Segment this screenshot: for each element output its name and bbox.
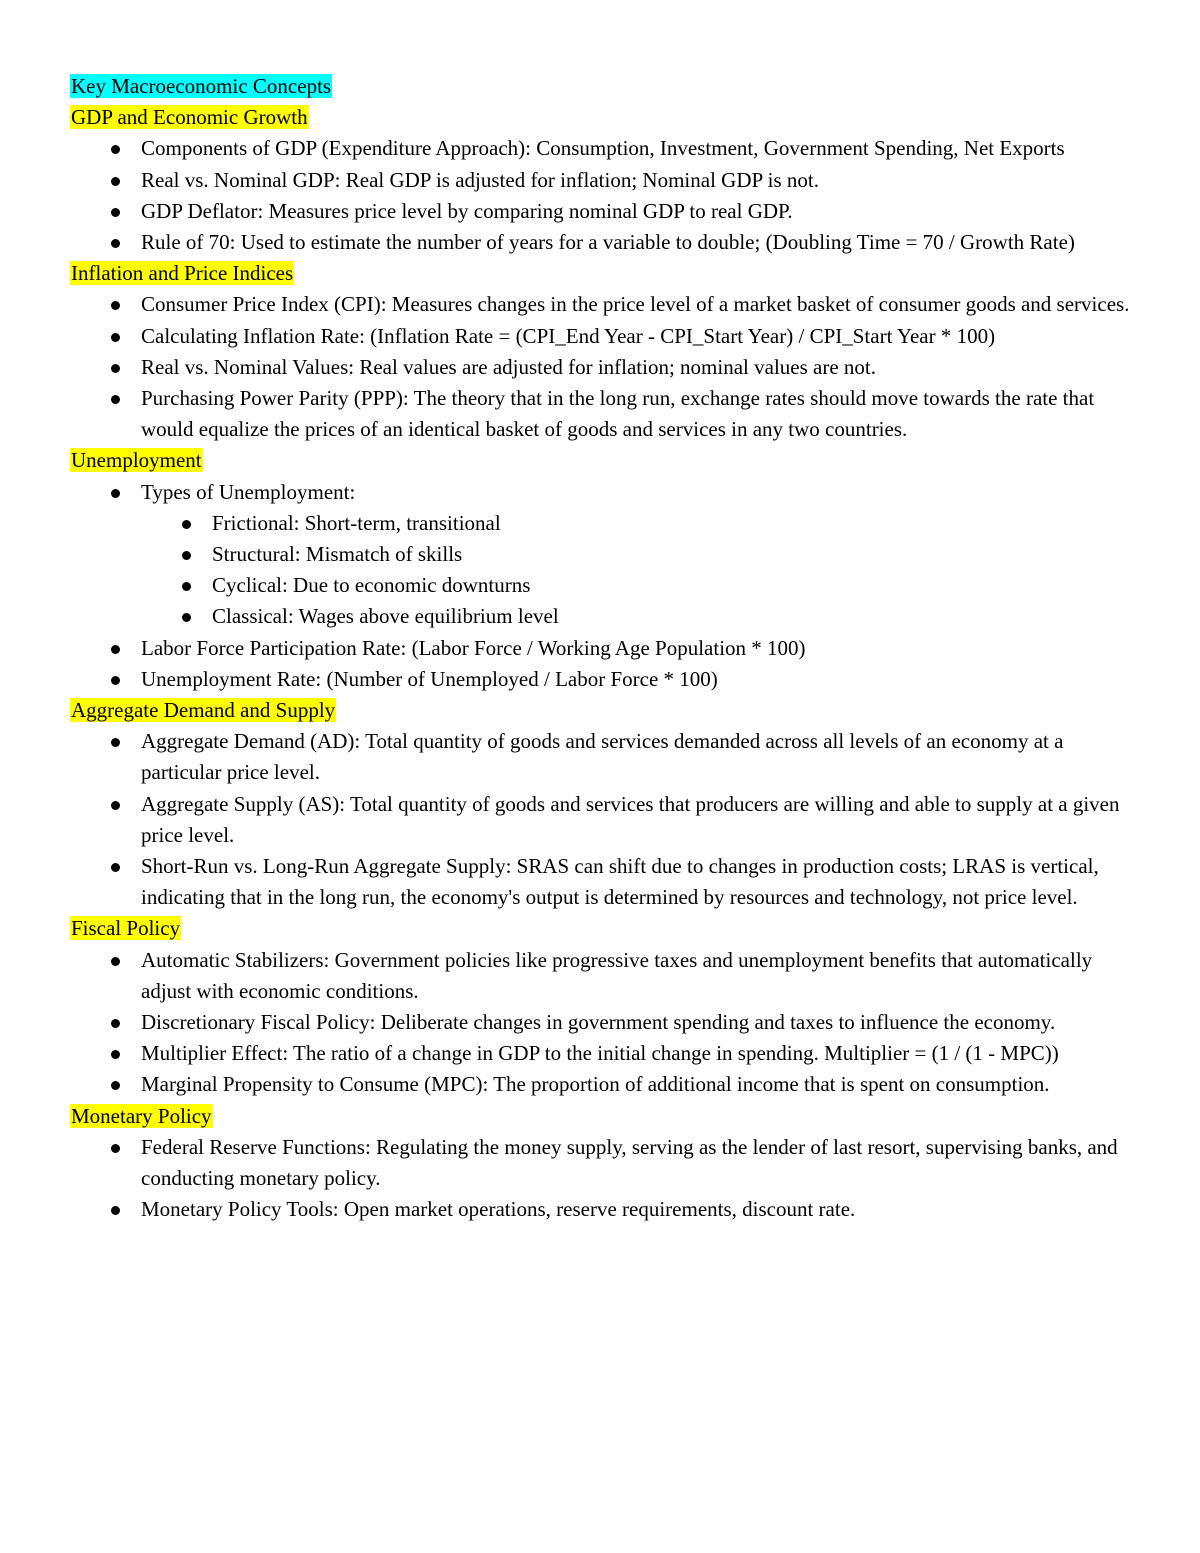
bullet-icon bbox=[111, 645, 120, 654]
list-item bbox=[70, 133, 1140, 164]
list-item-text: Monetary Policy Tools: Open market operations, reserve requirements, discount rate. bbox=[141, 1197, 856, 1222]
list-item-text: Classical: Wages above equilibrium level bbox=[212, 604, 559, 629]
section-heading-ad-as-line bbox=[70, 695, 1140, 726]
list-item-text: Types of Unemployment: bbox=[141, 479, 356, 504]
bullet-icon bbox=[111, 301, 120, 310]
list-item bbox=[70, 1194, 1140, 1225]
list-item bbox=[70, 633, 1140, 664]
list-item bbox=[70, 851, 1140, 913]
list-item bbox=[70, 1038, 1140, 1069]
section-list-fiscal bbox=[70, 945, 1140, 1101]
list-item-text: Discretionary Fiscal Policy: Deliberate changes in government spending and taxes to influence the economy. bbox=[141, 1010, 1056, 1034]
list-item-text: Aggregate Supply (AS): Total quantity of goods and services that producers are willing and able to supply at a given price level. bbox=[141, 791, 1120, 847]
bullet-icon bbox=[111, 957, 120, 966]
unemployment-types-list bbox=[141, 508, 1140, 633]
section-list-unemployment bbox=[70, 477, 1140, 695]
bullet-icon bbox=[111, 239, 120, 248]
bullet-icon bbox=[111, 1081, 120, 1090]
list-item bbox=[70, 165, 1140, 196]
list-item bbox=[141, 508, 1140, 539]
list-item-text: Purchasing Power Parity (PPP): The theory that in the long run, exchange rates should move towards the rate that would equalize the prices of an identical basket of goods and services in any two countries. bbox=[141, 385, 1095, 442]
bullet-icon bbox=[111, 1144, 120, 1153]
list-item-text: Multiplier Effect: The ratio of a change in GDP to the initial change in spending. Multiplier = (1 / (1 - MPC)) bbox=[141, 1041, 1059, 1066]
bullet-icon bbox=[111, 676, 120, 685]
document-page bbox=[70, 71, 1140, 1225]
bullet-icon bbox=[182, 613, 191, 622]
list-item bbox=[70, 1069, 1140, 1100]
list-item-text: Real vs. Nominal Values: Real values are adjusted for inflation; nominal values are not. bbox=[141, 354, 876, 379]
list-item bbox=[141, 539, 1140, 570]
section-list-ad-as bbox=[70, 726, 1140, 913]
list-item-text: Real vs. Nominal GDP: Real GDP is adjusted for inflation; Nominal GDP is not. bbox=[141, 167, 819, 192]
section-heading-inflation-line bbox=[70, 258, 1140, 289]
section-heading-gdp-line bbox=[70, 102, 1140, 133]
section-heading-ad-as: Aggregate Demand and Supply bbox=[71, 698, 336, 722]
list-item-text: Consumer Price Index (CPI): Measures changes in the price level of a market basket of consumer goods and services. bbox=[141, 292, 1130, 317]
list-item-text: Frictional: Short-term, transitional bbox=[212, 510, 501, 535]
list-item bbox=[70, 477, 1140, 633]
list-item bbox=[70, 664, 1140, 695]
document-title-line bbox=[70, 71, 1140, 102]
list-item bbox=[141, 570, 1140, 601]
section-heading-inflation: Inflation and Price Indices bbox=[71, 261, 294, 286]
bullet-icon bbox=[111, 145, 120, 154]
bullet-icon bbox=[182, 520, 191, 529]
bullet-icon bbox=[111, 208, 120, 217]
list-item bbox=[70, 1007, 1140, 1038]
list-item-text: Cyclical: Due to economic downturns bbox=[212, 573, 531, 598]
list-item-text: Structural: Mismatch of skills bbox=[212, 541, 463, 566]
section-list-gdp bbox=[70, 133, 1140, 258]
bullet-icon bbox=[111, 1206, 120, 1215]
list-item-text: Components of GDP (Expenditure Approach): Consumption, Investment, Government Spending, Net Exports bbox=[141, 136, 1065, 161]
list-item bbox=[70, 196, 1140, 227]
bullet-icon bbox=[182, 551, 191, 560]
section-heading-fiscal-line bbox=[70, 913, 1140, 944]
section-heading-monetary-line bbox=[70, 1101, 1140, 1132]
bullet-icon bbox=[111, 801, 120, 810]
document-title: Key Macroeconomic Concepts bbox=[71, 74, 332, 98]
bullet-icon bbox=[111, 489, 120, 498]
bullet-icon bbox=[111, 1050, 120, 1059]
list-item bbox=[70, 383, 1140, 445]
list-item bbox=[70, 321, 1140, 352]
list-item-text: GDP Deflator: Measures price level by comparing nominal GDP to real GDP. bbox=[141, 198, 793, 223]
list-item-text: Aggregate Demand (AD): Total quantity of goods and services demanded across all levels of an economy at a particular price level. bbox=[141, 729, 1064, 785]
bullet-icon bbox=[111, 395, 120, 404]
list-item-text: Federal Reserve Functions: Regulating the money supply, serving as the lender of last resort, supervising banks, and conducting monetary policy. bbox=[141, 1134, 1118, 1190]
list-item-text: Unemployment Rate: (Number of Unemployed / Labor Force * 100) bbox=[141, 666, 718, 691]
bullet-icon bbox=[111, 1019, 120, 1028]
section-heading-gdp: GDP and Economic Growth bbox=[71, 105, 308, 130]
bullet-icon bbox=[111, 738, 120, 747]
list-item bbox=[70, 945, 1140, 1007]
list-item bbox=[70, 352, 1140, 383]
bullet-icon bbox=[111, 177, 120, 186]
list-item bbox=[70, 289, 1140, 320]
bullet-icon bbox=[111, 364, 120, 373]
list-item-text: Labor Force Participation Rate: (Labor Force / Working Age Population * 100) bbox=[141, 635, 806, 660]
list-item bbox=[70, 1132, 1140, 1194]
bullet-icon bbox=[111, 333, 120, 342]
bullet-icon bbox=[111, 863, 120, 872]
list-item-text: Marginal Propensity to Consume (MPC): The proportion of additional income that is spent on consumption. bbox=[141, 1072, 1050, 1097]
list-item bbox=[70, 726, 1140, 788]
list-item bbox=[141, 601, 1140, 632]
list-item-text: Automatic Stabilizers: Government policies like progressive taxes and unemployment benefits that automatically adjust with economic conditions. bbox=[141, 947, 1093, 1003]
section-list-monetary bbox=[70, 1132, 1140, 1226]
section-list-inflation bbox=[70, 289, 1140, 445]
section-heading-monetary: Monetary Policy bbox=[71, 1103, 212, 1128]
list-item-text: Calculating Inflation Rate: (Inflation Rate = (CPI_End Year - CPI_Start Year) / CPI_Start Year * 100) bbox=[141, 323, 996, 348]
section-heading-fiscal: Fiscal Policy bbox=[71, 916, 181, 941]
list-item-text: Rule of 70: Used to estimate the number of years for a variable to double; (Doubling Time = 70 / Growth Rate) bbox=[141, 229, 1075, 254]
section-heading-unemployment-line bbox=[70, 445, 1140, 476]
list-item bbox=[70, 227, 1140, 258]
list-item-text: Short-Run vs. Long-Run Aggregate Supply: SRAS can shift due to changes in production costs; LRAS is vertical, indicating that in the long run, the economy's output is determined by resources and technology, not price level. bbox=[141, 854, 1099, 910]
section-heading-unemployment: Unemployment bbox=[71, 448, 202, 473]
bullet-icon bbox=[182, 582, 191, 591]
list-item bbox=[70, 789, 1140, 851]
